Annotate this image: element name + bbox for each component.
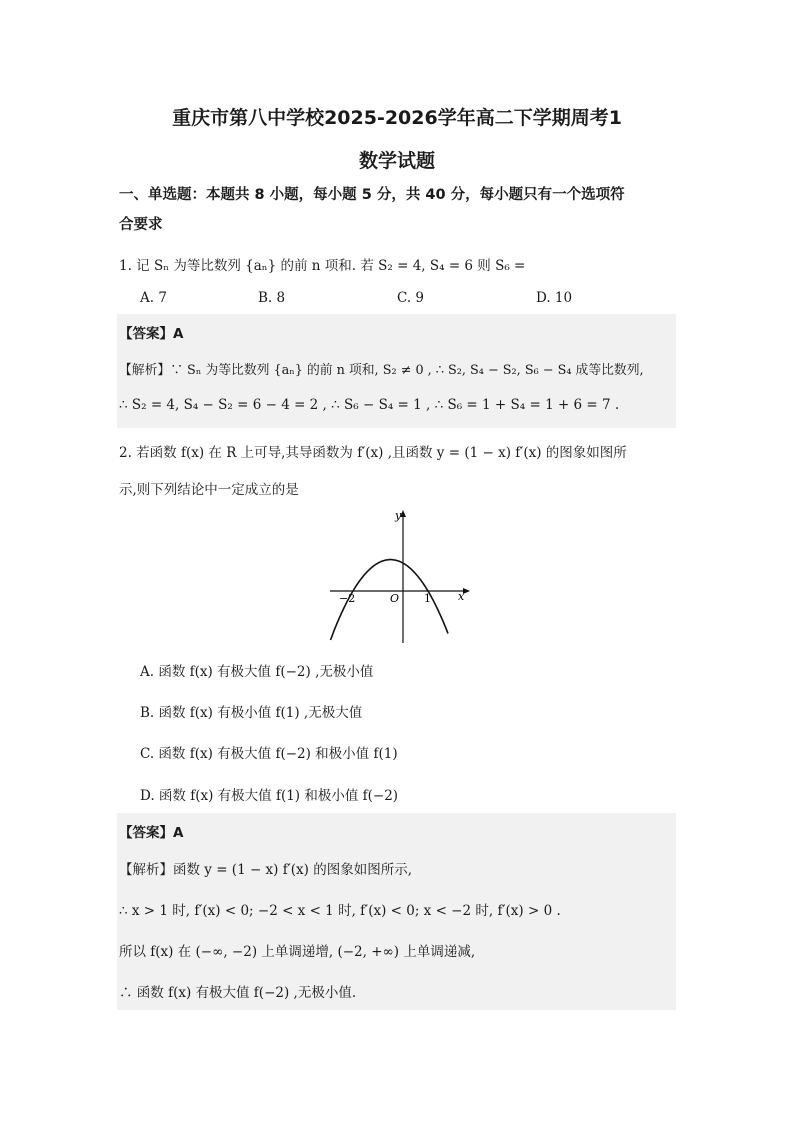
section-heading-line2: 合要求	[119, 217, 163, 233]
q1-option-c: C. 9	[397, 290, 425, 306]
q2-solution-box	[117, 813, 676, 1010]
q2-stem-line2: 示,则下列结论中一定成立的是	[119, 482, 299, 498]
q2-analysis-line4: ∴ 函数 f(x) 有极大值 f(−2) ,无极小值.	[119, 985, 357, 1001]
origin-label: O	[390, 592, 400, 605]
q1-option-a: A. 7	[140, 290, 167, 306]
q2-stem-line1: 2. 若函数 f(x) 在 R 上可导,其导函数为 f′(x) ,且函数 y = (1 − x) f′(x) 的图象如图所	[119, 445, 627, 461]
q2-analysis-line3: 所以 f(x) 在 (−∞, −2) 上单调递增, (−2, +∞) 上单调递减,	[119, 944, 476, 960]
q2-option-b: B. 函数 f(x) 有极小值 f(1) ,无极大值	[140, 705, 363, 721]
tick-label-neg2: −2	[339, 592, 356, 605]
q1-analysis-line2: ∴ S₂ = 4, S₄ − S₂ = 6 − 4 = 2 , ∴ S₆ − S₄ = 1 , ∴ S₆ = 1 + S₄ = 1 + 6 = 7 .	[119, 397, 620, 413]
x-axis-label: x	[458, 590, 465, 603]
q2-answer: 【答案】A	[119, 825, 184, 841]
q1-option-d: D. 10	[536, 290, 573, 306]
derivative-graph	[325, 505, 475, 645]
q1-answer: 【答案】A	[119, 326, 184, 342]
q2-option-a: A. 函数 f(x) 有极大值 f(−2) ,无极小值	[140, 664, 374, 680]
q1-analysis-line1: 【解析】∵ Sₙ 为等比数列 {aₙ} 的前 n 项和, S₂ ≠ 0 , ∴ S₂, S₄ − S₂, S₆ − S₄ 成等比数列,	[119, 363, 644, 378]
q1-option-b: B. 8	[258, 290, 286, 306]
q2-analysis-line1: 【解析】函数 y = (1 − x) f′(x) 的图象如图所示,	[119, 862, 413, 878]
q2-analysis-line2: ∴ x > 1 时, f′(x) < 0; −2 < x < 1 时, f′(x) < 0; x < −2 时, f′(x) > 0 .	[119, 903, 561, 919]
q1-solution-box	[117, 314, 676, 428]
section-heading-line1: 一、单选题：本题共 8 小题，每小题 5 分，共 40 分，每小题只有一个选项符	[119, 187, 625, 203]
y-axis-label: y	[395, 509, 402, 522]
q1-stem: 1. 记 Sₙ 为等比数列 {aₙ} 的前 n 项和. 若 S₂ = 4, S₄ = 6 则 S₆ =	[119, 258, 526, 274]
tick-label-1: 1	[424, 592, 431, 605]
q2-option-d: D. 函数 f(x) 有极大值 f(1) 和极小值 f(−2)	[140, 788, 399, 804]
q2-option-c: C. 函数 f(x) 有极大值 f(−2) 和极小值 f(1)	[140, 746, 398, 762]
document-subtitle: 数学试题	[358, 150, 435, 172]
document-title: 重庆市第八中学校2025-2026学年高二下学期周考1	[172, 107, 622, 129]
